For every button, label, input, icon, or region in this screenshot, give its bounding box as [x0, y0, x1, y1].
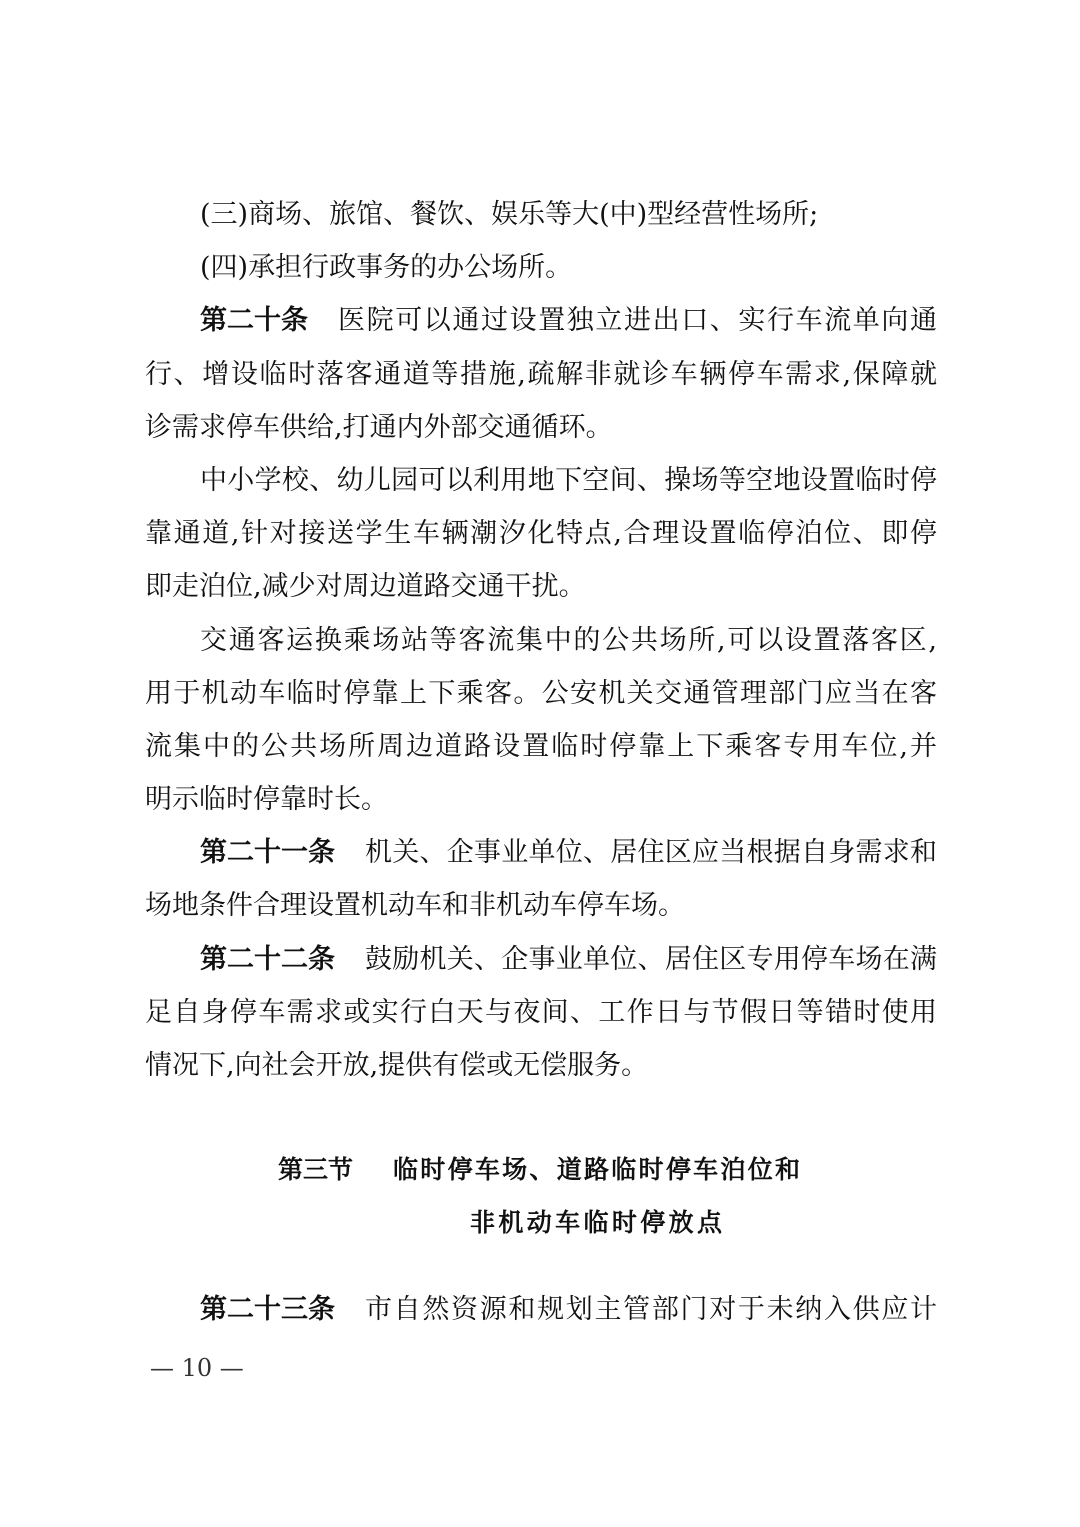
paragraph-line: 行、增设临时落客通道等措施,疏解非就诊车辆停车需求,保障就 [145, 359, 937, 390]
list-item-4: (四)承担行政事务的办公场所。 [200, 252, 573, 283]
article-label: 第二十一条 [200, 837, 335, 868]
page-number: — 10 — [150, 1354, 244, 1382]
section-title-line-1: 临时停车场、道路临时停车泊位和 [393, 1155, 800, 1184]
paragraph-line: 诊需求停车供给,打通内外部交通循环。 [145, 412, 613, 443]
paragraph-line: 足自身停车需求或实行白天与夜间、工作日与节假日等错时使用 [145, 997, 937, 1028]
article-22-line [200, 942, 937, 978]
paragraph-text: 机关、企事业单位、居住区应当根据自身需求和 [365, 837, 937, 868]
article-label: 第二十条 [200, 305, 308, 336]
paragraph-text: 鼓励机关、企事业单位、居住区专用停车场在满 [365, 944, 937, 975]
paragraph-line: 交通客运换乘场站等客流集中的公共场所,可以设置落客区, [200, 625, 937, 656]
paragraph-line: 即走泊位,减少对周边道路交通干扰。 [145, 571, 586, 602]
paragraph-text: 医院可以通过设置独立进出口、实行车流单向通 [338, 305, 937, 336]
paragraph-line: 中小学校、幼儿园可以利用地下空间、操场等空地设置临时停 [200, 465, 937, 496]
paragraph-line: 用于机动车临时停靠上下乘客。公安机关交通管理部门应当在客 [145, 678, 937, 709]
article-21-line [200, 835, 937, 871]
paragraph-line: 场地条件合理设置机动车和非机动车停车场。 [145, 890, 685, 921]
paragraph-line: 明示临时停靠时长。 [145, 784, 388, 815]
paragraph-line: 情况下,向社会开放,提供有偿或无偿服务。 [145, 1050, 649, 1081]
paragraph-line: 靠通道,针对接送学生车辆潮汐化特点,合理设置临停泊位、即停 [145, 518, 937, 549]
article-23-line [200, 1292, 937, 1328]
section-title-line-2: 非机动车临时停放点 [470, 1208, 722, 1237]
paragraph-line: 流集中的公共场所周边道路设置临时停靠上下乘客专用车位,并 [145, 731, 937, 762]
paragraph-text: 市自然资源和规划主管部门对于未纳入供应计 [365, 1294, 937, 1325]
article-20-line [200, 303, 937, 339]
section-number: 第三节 [278, 1155, 354, 1184]
article-label: 第二十二条 [200, 944, 335, 975]
list-item-3: (三)商场、旅馆、餐饮、娱乐等大(中)型经营性场所; [200, 199, 819, 230]
article-label: 第二十三条 [200, 1294, 335, 1325]
